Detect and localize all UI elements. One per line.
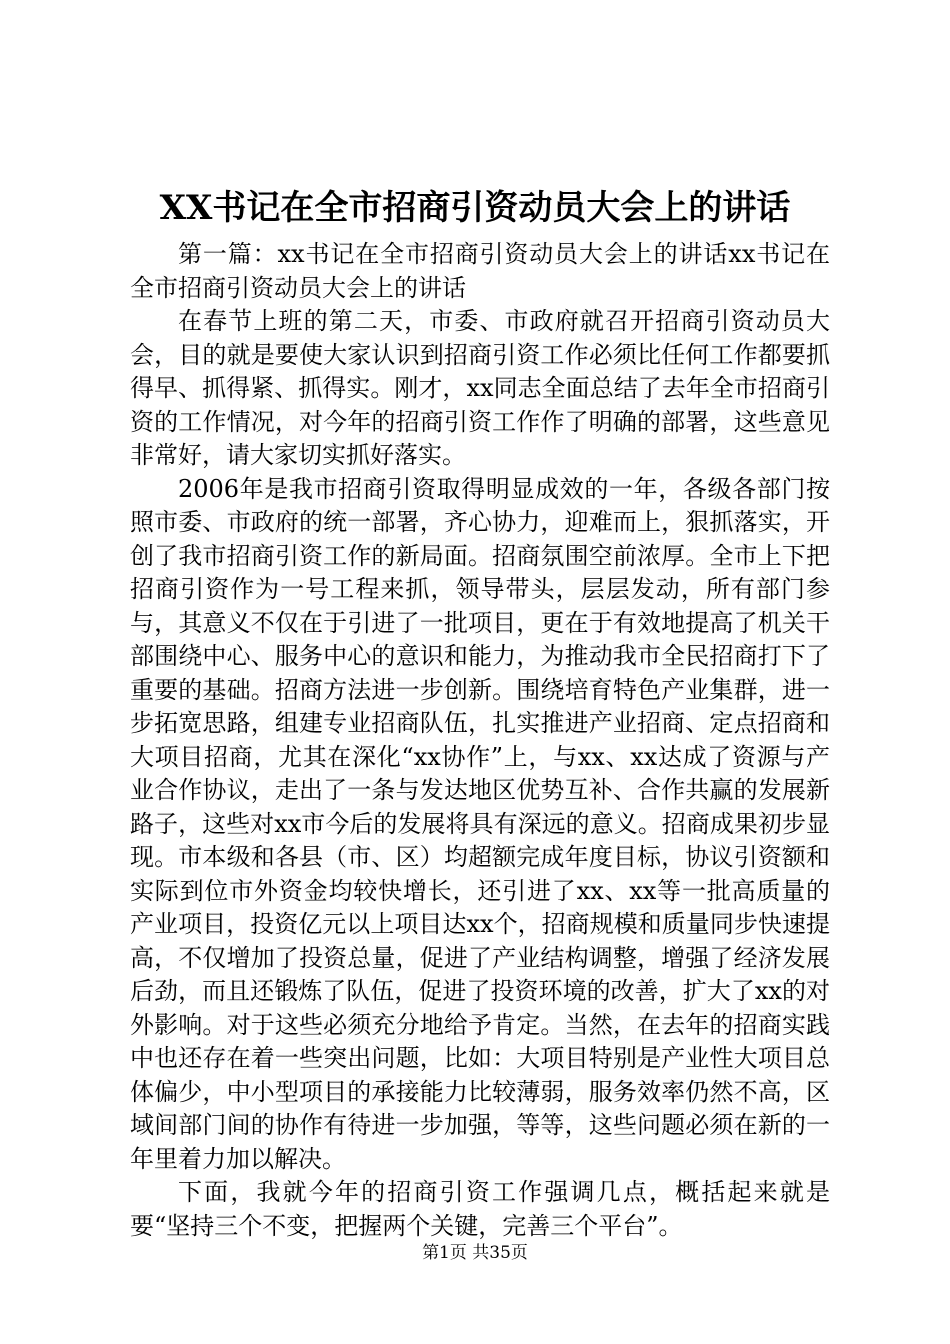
page-footer: 第1页 共35页 — [422, 1243, 528, 1263]
paragraph-outline: 下面，我就今年的招商引资工作强调几点，概括起来就是要“坚持三个不变，把握两个关键，完善三个平台”。 — [130, 1178, 830, 1240]
paragraph-opening: 在春节上班的第二天，市委、市政府就召开招商引资动员大会，目的就是要使大家认识到招商引资工作必须比任何工作都要抓得早、抓得紧、抓得实。刚才，xx同志全面总结了去年全市招商引资的工作情况，对今年的招商引资工作作了明确的部署，这些意见非常好，请大家切实抓好落实。 — [130, 307, 830, 469]
paragraph-intro: 第一篇：xx书记在全市招商引资动员大会上的讲话xx书记在全市招商引资动员大会上的讲话 — [130, 240, 830, 302]
document-title: XX书记在全市招商引资动员大会上的讲话 — [159, 188, 791, 228]
paragraph-review-2006: 2006年是我市招商引资取得明显成效的一年，各级各部门按照市委、市政府的统一部署，齐心协力，迎难而上，狠抓落实，开创了我市招商引资工作的新局面。招商氛围空前浓厚。全市上下把招商引资作为一号工程来抓，领导带头，层层发动，所有部门参与，其意义不仅在于引进了一批项目，更在于有效地提高了机关干部围绕中心、服务中心的意识和能力，为推动我市全民招商打下了重要的基础。招商方法进一步创新。围绕培育特色产业集群，进一步拓宽思路，组建专业招商队伍，扎实推进产业招商、定点招商和大项目招商，尤其在深化“xx协作”上，与xx、xx达成了资源与产业合作协议，走出了一条与发达地区优势互补、合作共赢的发展新路子，这些对xx市今后的发展将具有深远的意义。招商成果初步显现。市本级和各县（市、区）均超额完成年度目标，协议引资额和实际到位市外资金均较快增长，还引进了xx、xx等一批高质量的产业项目，投资亿元以上项目达xx个，招商规模和质量同步快速提高，不仅增加了投资总量，促进了产业结构调整，增强了经济发展后劲，而且还锻炼了队伍，促进了投资环境的改善，扩大了xx的对外影响。对于这些必须充分地给予肯定。当然，在去年的招商实践中也还存在着一些突出问题，比如：大项目特别是产业性大项目总体偏少，中小型项目的承接能力比较薄弱，服务效率仍然不高，区域间部门间的协作有待进一步加强，等等，这些问题必须在新的一年里着力加以解决。 — [130, 474, 830, 1173]
document-body — [130, 238, 830, 1243]
